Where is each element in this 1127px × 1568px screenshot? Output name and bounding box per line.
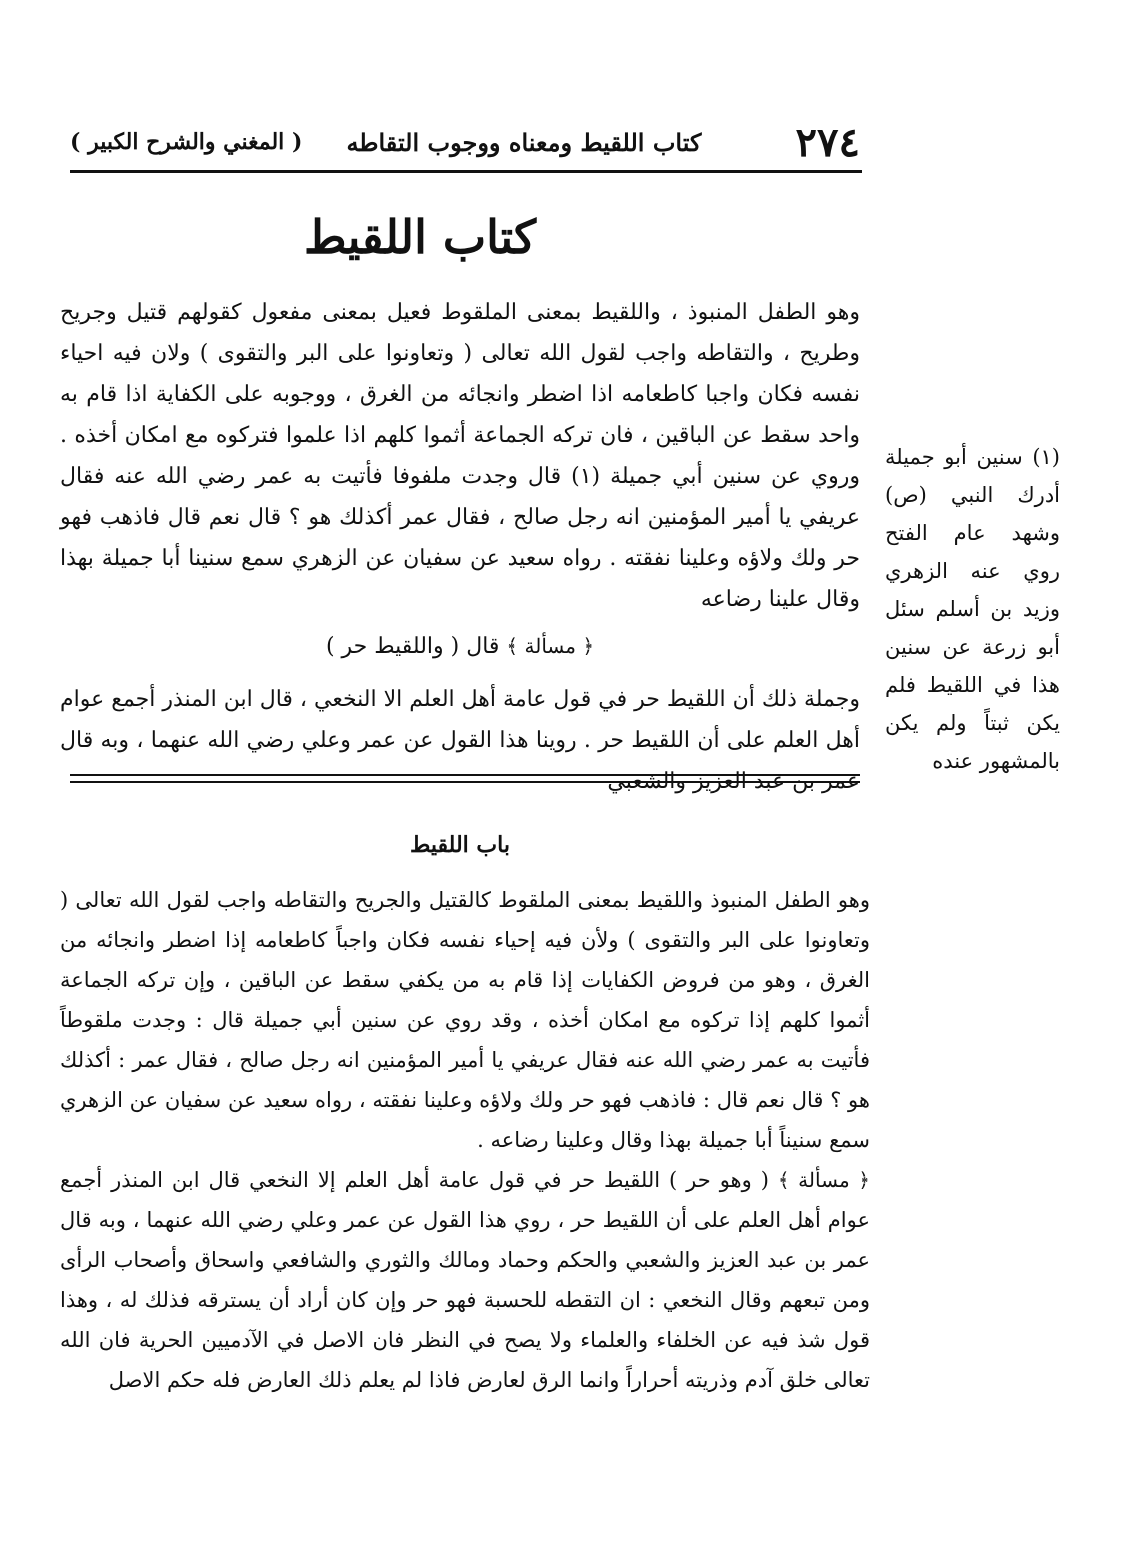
main-text: [60, 292, 860, 802]
section-divider: [70, 774, 860, 776]
main-paragraph: وهو الطفل المنبوذ ، واللقيط بمعنى الملقوط فعيل بمعنى مفعول كقولهم قتيل وجريح وطريح ، والتقاطه واجب لقول الله تعالى ( وتعاونوا على البر والتقوى ) ولان فيه احياء نفسه فكان واجبا كاطعامه اذا اضطر وانجائه من الغرق ، ووجوبه على الكفاية اذا قام به واحد سقط عن الباقين ، فان تركه الجماعة أثموا كلهم اذا علموا فتركوه مع امكان أخذه . وروي عن سنين أبي جميلة (١) قال وجدت ملفوفا فأتيت به عمر رضي الله عنه فقال عريفي يا أمير المؤمنين انه رجل صالح ، فقال عمر أكذلك هو ؟ قال نعم قال فاذهب فهو حر ولك ولاؤه وعلينا نفقته . رواه سعيد عن سفيان عن الزهري سمع سنينا أبا جميلة بهذا وقال علينا رضاعه: [60, 300, 860, 612]
section-divider: [70, 781, 860, 783]
commentary-paragraph: وهو الطفل المنبوذ واللقيط بمعنى الملقوط كالقتيل والجريح والتقاطه واجب لقول الله تعالى ( وتعاونوا على البر والتقوى ) ولأن فيه إحياء نفسه فكان واجباً كاطعامه إذا اضطر وانجائه من الغرق ، وهو من فروض الكفايات إذا قام به من يكفي سقط عن الباقين ، وإن تركه الجماعة أثموا كلهم إذا تركوه مع امكان أخذه ، وقد روي عن سنين أبي جميلة قال : وجدت ملقوطاً فأتيت به عمر رضي الله عنه فقال عريفي يا أمير المؤمنين انه رجل صالح ، فقال عمر : أكذلك هو ؟ قال نعم قال : فاذهب فهو حر ولك ولاؤه وعلينا نفقته ، رواه سعيد عن سفيان عن الزهري سمع سنيناً أبا جميلة بهذا وقال وعلينا رضاعه .: [60, 888, 870, 1152]
issue-marker: ﴿ مسألة ﴾: [777, 1168, 870, 1192]
running-header: [70, 118, 860, 166]
issue-line: [60, 626, 860, 667]
commentary-text: [60, 880, 870, 1400]
commentary-paragraph: [60, 1160, 870, 1400]
issue-marker: ﴿ مسألة ﴾: [506, 634, 595, 658]
section-title: باب اللقيط: [410, 832, 510, 858]
header-title: كتاب اللقيط ومعناه ووجوب التقاطه: [346, 127, 702, 157]
commentary-issue-text: ( وهو حر ) اللقيط حر في قول عامة أهل العلم إلا النخعي قال ابن المنذر أجمع عوام أهل العلم على أن اللقيط حر ، روي هذا القول عن عمر وعلي رضي الله عنهما ، وبه قال عمر بن عبد العزيز والشعبي والحكم وحماد ومالك والثوري والشافعي واسحاق وأصحاب الرأى ومن تبعهم وقال النخعي : ان التقطه للحسبة فهو حر وإن كان أراد أن يسترقه فذلك له ، وهذا قول شذ فيه عن الخلفاء والعلماء ولا يصح في النظر فان الاصل في الآدميين الحرية فان الله تعالى خلق آدم وذريته أحراراً وانما الرق لعارض فاذا لم يعلم ذلك العارض فله حكم الاصل: [60, 1168, 870, 1392]
header-rule: [70, 170, 862, 173]
page-number: ٢٧٤: [795, 118, 860, 166]
footnote-sidenote: (١) سنين أبو جميلة أدرك النبي (ص) وشهد عام الفتح روي عنه الزهري وزيد بن أسلم سئل أبو زرعة عن سنين هذا في اللقيط فلم يكن ثبتاً ولم يكن بالمشهور عنده: [885, 445, 1060, 773]
chapter-title: كتاب اللقيط: [304, 210, 536, 264]
book-title: ( المغني والشرح الكبير ): [70, 129, 303, 155]
main-paragraph: وجملة ذلك أن اللقيط حر في قول عامة أهل العلم الا النخعي ، قال ابن المنذر أجمع عوام أهل العلم على أن اللقيط حر . روينا هذا القول عن عمر وعلي رضي الله عنهما ، وبه قال عمر بن عبد العزيز والشعبي: [60, 687, 860, 794]
issue-text: قال ( واللقيط حر ): [325, 634, 500, 659]
